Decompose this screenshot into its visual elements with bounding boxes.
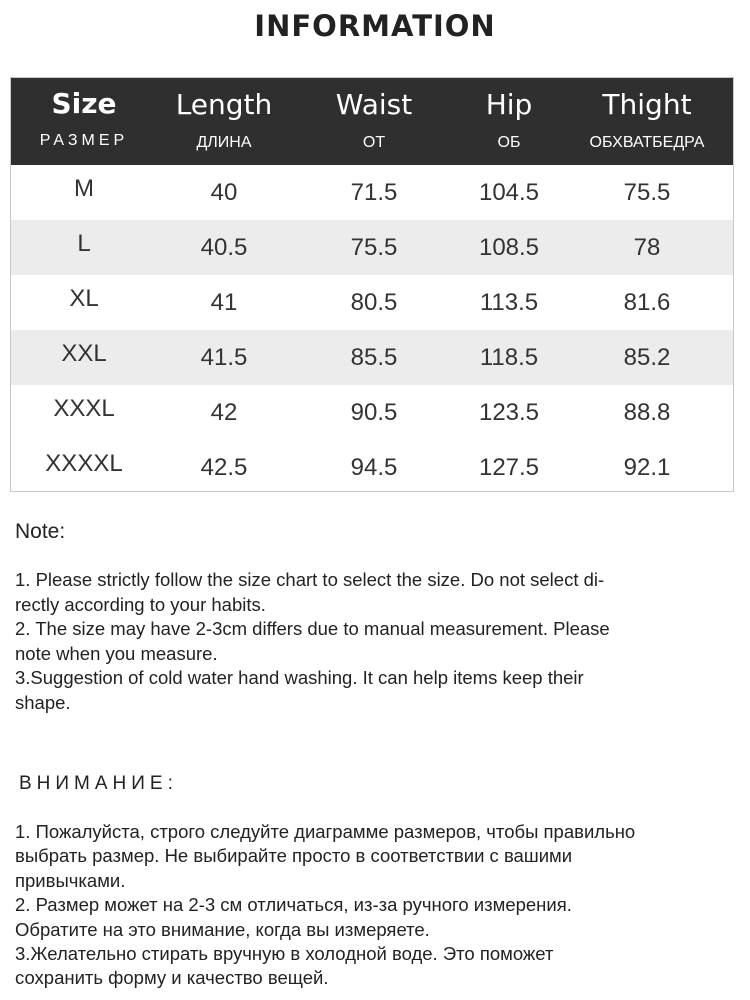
cell-waist: 94.5	[350, 454, 398, 481]
cell-waist: 90.5	[350, 399, 398, 426]
header-thigh-label: Thight	[602, 88, 692, 121]
note-title: Note:	[15, 520, 66, 543]
table-row	[11, 220, 733, 275]
ru-note-title: ВНИМАНИЕ:	[19, 773, 178, 794]
cell-thigh: 81.6	[623, 289, 671, 316]
cell-length: 42	[210, 399, 238, 426]
ru-note-body	[15, 820, 725, 991]
table-row	[11, 275, 733, 330]
cell-hip: 104.5	[478, 179, 540, 206]
note-body	[15, 568, 715, 715]
cell-length: 41.5	[200, 344, 248, 371]
cell-size: XXL	[61, 340, 107, 367]
header-waist-label: Waist	[335, 88, 413, 121]
header-size-label: Size	[51, 87, 117, 120]
header-length-label: Length	[175, 88, 273, 121]
cell-size: L	[77, 230, 91, 257]
header-length	[157, 78, 291, 165]
cell-waist: 75.5	[350, 234, 398, 261]
header-hip-label: Hip	[485, 88, 533, 121]
ru-note-line: 1. Пожалуйста, строго следуйте диаграмме размеров, чтобы правильно	[15, 821, 636, 842]
cell-thigh: 75.5	[623, 179, 671, 206]
cell-hip: 127.5	[478, 454, 540, 481]
cell-hip: 123.5	[478, 399, 540, 426]
size-chart-table	[10, 77, 734, 492]
header-hip	[457, 78, 561, 165]
header-size-label-ru: РАЗМЕР	[39, 132, 129, 149]
note-line: shape.	[15, 691, 71, 713]
ru-note-line: 3.Желательно стирать вручную в холодной воде. Это поможет	[15, 943, 554, 965]
header-waist-label-ru: ОТ	[362, 134, 386, 151]
header-length-label-ru: ДЛИНА	[196, 134, 252, 151]
cell-thigh: 92.1	[623, 454, 671, 481]
header-size	[11, 78, 157, 165]
header-waist	[291, 78, 457, 165]
ru-note-line: Обратите на это внимание, когда вы измеряете.	[15, 918, 430, 940]
cell-hip: 118.5	[479, 344, 539, 371]
cell-length: 41	[210, 289, 238, 316]
header-thigh-label-ru: ОБХВАТБЕДРА	[589, 134, 705, 151]
ru-note-line: привычками.	[15, 869, 126, 891]
table-row	[11, 330, 733, 385]
cell-thigh: 85.2	[623, 344, 671, 371]
header-thigh	[561, 78, 733, 165]
page-title: INFORMATION	[254, 9, 496, 43]
cell-hip: 113.5	[479, 289, 539, 316]
cell-size: XXXXL	[45, 450, 123, 477]
note-line: 2. The size may have 2-3cm differs due to manual measurement. Please	[15, 618, 610, 639]
cell-waist: 71.5	[350, 179, 398, 206]
note-line: rectly according to your habits.	[15, 593, 266, 615]
table-row	[11, 385, 733, 440]
cell-length: 40.5	[200, 234, 248, 261]
ru-note-line: выбрать размер. Не выбирайте просто в соответствии с вашими	[15, 845, 573, 867]
cell-length: 42.5	[200, 454, 248, 481]
cell-waist: 80.5	[350, 289, 398, 316]
header-hip-label-ru: ОБ	[497, 134, 521, 151]
cell-hip: 108.5	[478, 234, 540, 261]
cell-thigh: 78	[633, 234, 661, 261]
ru-note-line: сохранить форму и качество вещей.	[15, 967, 329, 989]
cell-size: M	[74, 175, 94, 202]
note-line: note when you measure.	[15, 642, 218, 664]
cell-thigh: 88.8	[623, 399, 671, 426]
cell-length: 40	[210, 179, 238, 206]
note-line: 1. Please strictly follow the size chart to select the size. Do not select di-	[15, 569, 605, 590]
cell-size: XL	[69, 285, 99, 312]
table-header	[11, 78, 733, 165]
ru-note-line: 2. Размер может на 2-3 см отличаться, из-за ручного измерения.	[15, 894, 572, 916]
table-row	[11, 440, 733, 495]
cell-size: XXXL	[53, 395, 115, 422]
cell-waist: 85.5	[350, 344, 398, 371]
note-line: 3.Suggestion of cold water hand washing. It can help items keep their	[15, 667, 584, 688]
table-row	[11, 165, 733, 220]
